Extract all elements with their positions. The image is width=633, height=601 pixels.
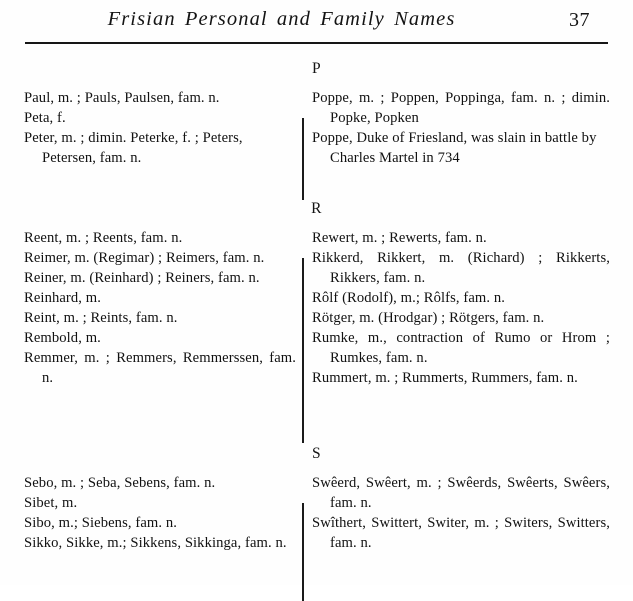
column-divider	[302, 118, 304, 200]
dictionary-entry: Reent, m. ; Reents, fam. n.	[24, 230, 183, 246]
dictionary-entry: Rôlf (Rodolf), m.; Rôlfs, fam. n.	[312, 290, 506, 306]
header-rule	[25, 42, 608, 44]
dictionary-entry: Peter, m. ; dimin. Peterke, f. ; Peters, Petersen, fam. n.	[24, 130, 243, 166]
dictionary-entry: Sibet, m.	[24, 495, 78, 511]
column-divider	[302, 503, 304, 601]
dictionary-entry: Remmer, m. ; Remmers, Remmerssen, fam. n.	[24, 350, 296, 386]
dictionary-entry: Rötger, m. (Hrodgar) ; Rötgers, fam. n.	[312, 310, 545, 326]
column-left-p	[24, 88, 296, 168]
dictionary-entry: Swîthert, Swittert, Switer, m. ; Switers, Switters, fam. n.	[312, 515, 610, 551]
column-left-s	[24, 473, 296, 553]
dictionary-entry: Sikko, Sikke, m.; Sikkens, Sikkinga, fam. n.	[24, 535, 287, 551]
dictionary-entry: Rummert, m. ; Rummerts, Rummers, fam. n.	[312, 370, 578, 386]
running-head	[25, 8, 608, 38]
dictionary-entry: Paul, m. ; Pauls, Paulsen, fam. n.	[24, 90, 220, 106]
page-number: 37	[569, 9, 590, 31]
dictionary-entry: Rembold, m.	[24, 330, 101, 346]
section-letter-s: S	[311, 445, 322, 462]
dictionary-entry: Poppe, Duke of Friesland, was slain in battle by Charles Martel in 734	[312, 130, 597, 166]
page-title: Frisian Personal and Family Names	[107, 8, 456, 30]
dictionary-entry: Rumke, m., contraction of Rumo or Hrom ; Rumkes, fam. n.	[312, 330, 610, 366]
section-letter-r: R	[311, 200, 322, 217]
column-right-r	[312, 228, 610, 388]
column-right-s	[312, 473, 610, 553]
dictionary-entry: Reinhard, m.	[24, 290, 101, 306]
dictionary-entry: Peta, f.	[24, 110, 66, 126]
dictionary-entry: Reiner, m. (Reinhard) ; Reiners, fam. n.	[24, 270, 260, 286]
column-left-r	[24, 228, 296, 388]
section-letter-p: P	[311, 60, 322, 77]
column-divider	[302, 258, 304, 443]
dictionary-entry: Reint, m. ; Reints, fam. n.	[24, 310, 178, 326]
dictionary-entry: Poppe, m. ; Poppen, Poppinga, fam. n. ; dimin. Popke, Popken	[312, 90, 610, 126]
column-right-p	[312, 88, 610, 168]
dictionary-entry: Sibo, m.; Siebens, fam. n.	[24, 515, 177, 531]
dictionary-entry: Sebo, m. ; Seba, Sebens, fam. n.	[24, 475, 216, 491]
dictionary-entry: Rewert, m. ; Rewerts, fam. n.	[312, 230, 487, 246]
dictionary-entry: Swêerd, Swêert, m. ; Swêerds, Swêerts, Swêers, fam. n.	[312, 475, 610, 511]
dictionary-entry: Reimer, m. (Regimar) ; Reimers, fam. n.	[24, 250, 265, 266]
dictionary-entry: Rikkerd, Rikkert, m. (Richard) ; Rikkerts, Rikkers, fam. n.	[312, 250, 610, 286]
